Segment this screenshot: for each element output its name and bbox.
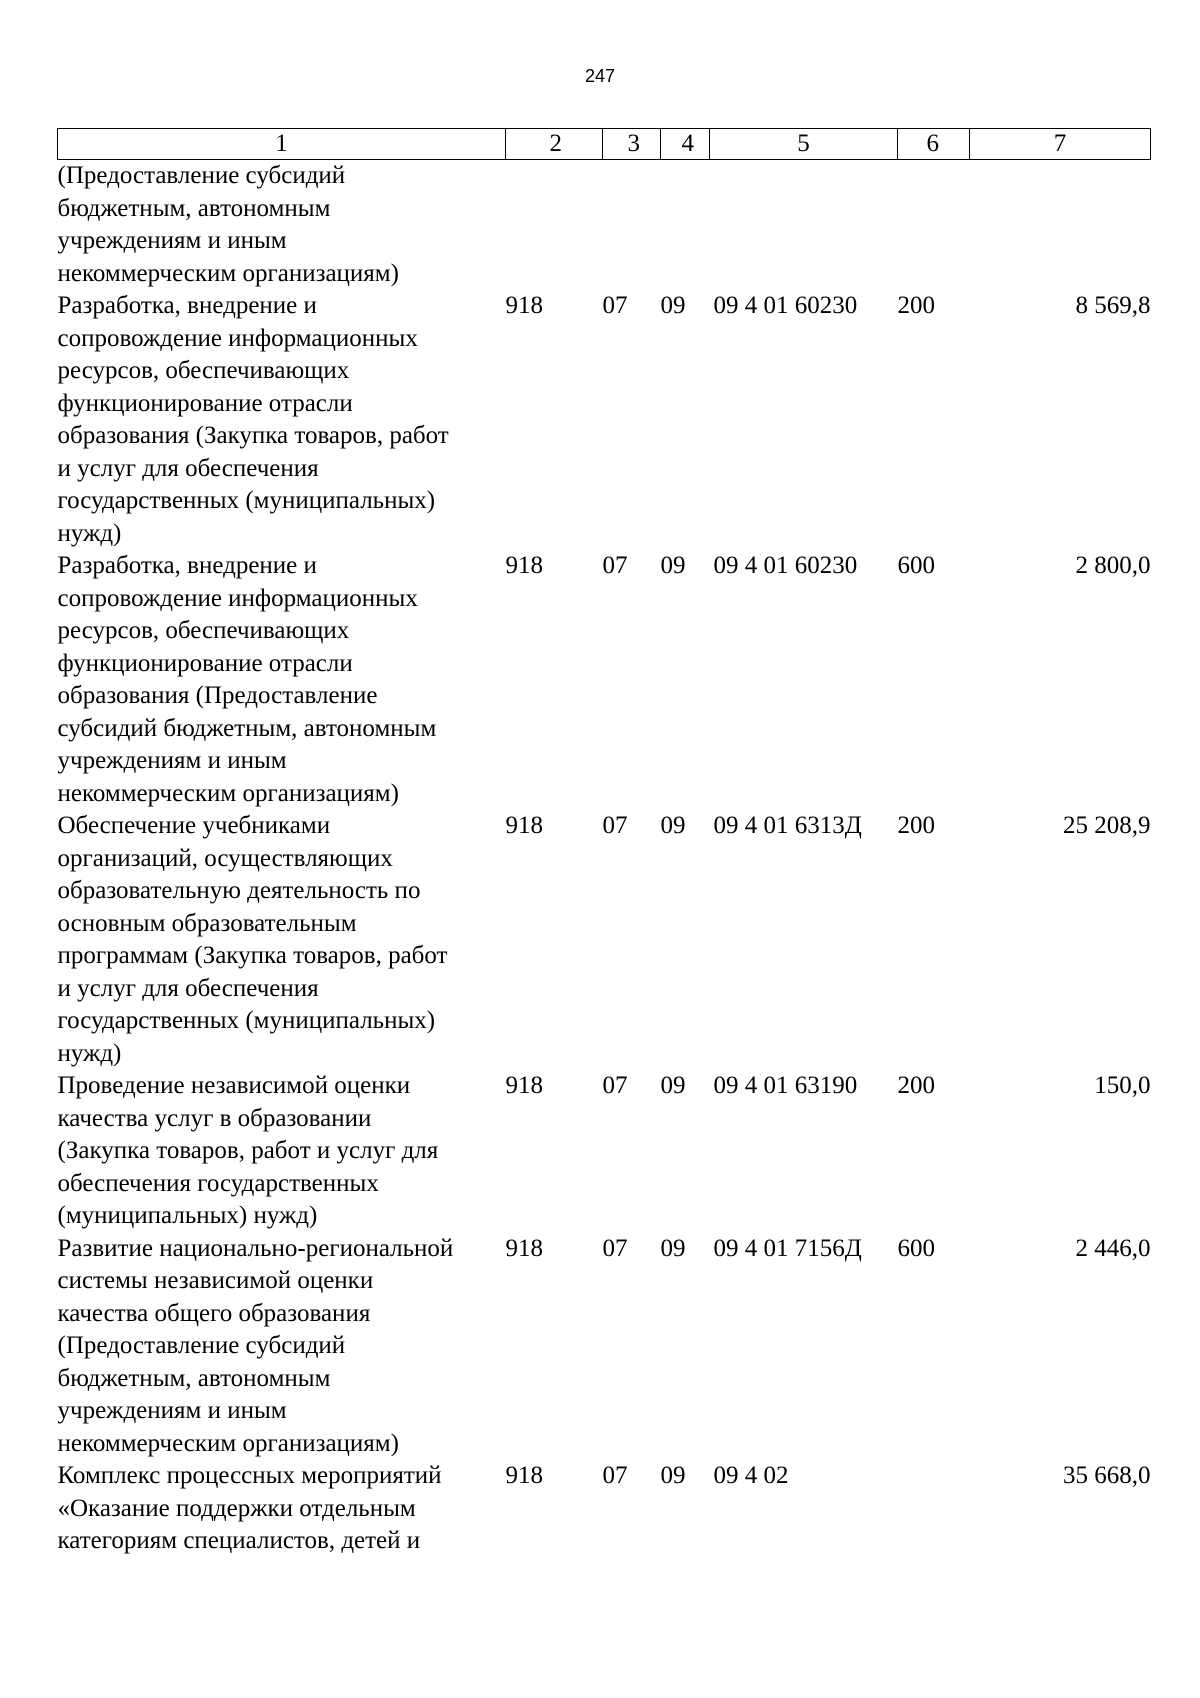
item-name-cell <box>58 550 506 810</box>
item-name-line: (муниципальных) нужд) <box>57 1202 318 1229</box>
column-header-6: 6 <box>898 129 970 160</box>
column-header-2: 2 <box>506 129 603 160</box>
item-name-line: (Предоставление субсидий <box>57 162 346 189</box>
amount-cell: 25 208,9 <box>1063 812 1151 839</box>
item-name-cell <box>58 1070 506 1233</box>
item-name-line: нужд) <box>57 1039 122 1067</box>
grbs-cell: 918 <box>505 1462 543 1489</box>
item-name-line: обеспечения государственных <box>57 1169 379 1197</box>
expense-type-cell: 200 <box>897 292 935 319</box>
target-article-cell: 09 4 01 60230 <box>713 552 858 579</box>
item-name-line: функционирование отрасли <box>57 389 353 417</box>
column-header-5: 5 <box>710 129 898 160</box>
target-article-cell <box>710 160 898 291</box>
item-name-line: некоммерческим организациям) <box>57 1429 399 1457</box>
subsection-cell: 09 <box>660 552 686 579</box>
item-name-line: государственных (муниципальных) <box>57 1007 436 1034</box>
item-name-line: и услуг для обеспечения <box>57 974 319 1002</box>
table-row <box>58 1233 1151 1461</box>
budget-table <box>57 128 1151 1558</box>
expense-type-cell: 200 <box>897 812 935 839</box>
item-name-line: (Предоставление субсидий <box>57 1332 346 1359</box>
section-cell: 07 <box>602 812 628 839</box>
column-header-4: 4 <box>661 129 710 160</box>
item-name-line: сопровождение информационных <box>57 584 418 612</box>
item-name-line: учреждениям и иным <box>57 227 287 254</box>
item-name-cell <box>58 160 506 291</box>
item-name-line: сопровождение информационных <box>57 324 418 352</box>
subsection-cell: 09 <box>660 1462 686 1489</box>
page-number: 247 <box>584 66 616 86</box>
amount-cell: 8 569,8 <box>1075 292 1151 319</box>
column-header-3: 3 <box>603 129 661 160</box>
item-name-line: учреждениям и иным <box>57 1397 287 1424</box>
item-name-line: основным образовательным <box>57 909 357 937</box>
item-name-line: учреждениям и иным <box>57 747 287 774</box>
column-header-7: 7 <box>970 129 1151 160</box>
item-name-line: образовательную деятельность по <box>57 877 421 904</box>
item-name-line: некоммерческим организациям) <box>57 779 399 807</box>
grbs-cell: 918 <box>505 1234 543 1262</box>
amount-cell: 35 668,0 <box>1063 1462 1151 1489</box>
item-name-line: функционирование отрасли <box>57 649 353 677</box>
item-name-line: качества услуг в образовании <box>57 1104 372 1132</box>
item-name-line: Разработка, внедрение и <box>57 292 317 319</box>
grbs-cell <box>506 160 603 291</box>
amount-cell: 2 800,0 <box>1075 552 1151 579</box>
item-name-line: образования (Закупка товаров, работ <box>57 422 449 449</box>
target-article-cell: 09 4 02 <box>713 1462 789 1489</box>
item-name-line: субсидий бюджетным, автономным <box>57 714 437 742</box>
expense-type-cell <box>898 1460 970 1558</box>
item-name-line: Разработка, внедрение и <box>57 552 317 579</box>
section-cell: 07 <box>602 1072 628 1099</box>
grbs-cell: 918 <box>505 812 543 839</box>
expense-type-cell: 600 <box>897 552 935 579</box>
item-name-line: Проведение независимой оценки <box>57 1072 411 1099</box>
target-article-cell: 09 4 01 7156Д <box>713 1234 862 1262</box>
item-name-line: качества общего образования <box>57 1299 371 1327</box>
item-name-line: государственных (муниципальных) <box>57 487 436 514</box>
item-name-line: бюджетным, автономным <box>57 1364 331 1392</box>
table-row <box>58 290 1151 550</box>
item-name-line: некоммерческим организациям) <box>57 259 399 287</box>
item-name-cell <box>58 1460 506 1558</box>
table-row <box>58 160 1151 291</box>
table-row <box>58 1460 1151 1558</box>
table-row <box>58 550 1151 810</box>
item-name-line: образования (Предоставление <box>57 682 378 709</box>
section-cell: 07 <box>602 552 628 579</box>
item-name-cell <box>58 810 506 1070</box>
section-cell: 07 <box>602 292 628 319</box>
subsection-cell: 09 <box>660 1234 686 1262</box>
section-cell <box>603 160 661 291</box>
item-name-cell <box>58 1233 506 1461</box>
column-header-1: 1 <box>58 129 506 160</box>
item-name-line: «Оказание поддержки отдельным <box>57 1494 416 1522</box>
table-row <box>58 1070 1151 1233</box>
item-name-cell <box>58 290 506 550</box>
item-name-line: бюджетным, автономным <box>57 194 331 222</box>
amount-cell <box>970 160 1151 291</box>
item-name-line: и услуг для обеспечения <box>57 454 319 482</box>
item-name-line: Комплекс процессных мероприятий <box>57 1462 442 1489</box>
section-cell: 07 <box>602 1234 628 1262</box>
subsection-cell: 09 <box>660 292 686 319</box>
expense-type-cell: 600 <box>897 1234 935 1262</box>
section-cell: 07 <box>602 1462 628 1489</box>
target-article-cell: 09 4 01 63190 <box>713 1072 858 1099</box>
item-name-line: программам (Закупка товаров, работ <box>57 942 448 969</box>
grbs-cell: 918 <box>505 552 543 579</box>
subsection-cell: 09 <box>660 812 686 839</box>
subsection-cell: 09 <box>660 1072 686 1099</box>
item-name-line: Обеспечение учебниками <box>57 812 331 839</box>
item-name-line: (Закупка товаров, работ и услуг для <box>57 1137 439 1164</box>
item-name-line: категориям специалистов, детей и <box>57 1527 421 1554</box>
target-article-cell: 09 4 01 6313Д <box>713 812 862 839</box>
subsection-cell <box>661 160 710 291</box>
table-body <box>58 160 1151 1558</box>
amount-cell: 2 446,0 <box>1075 1234 1151 1262</box>
item-name-line: системы независимой оценки <box>57 1267 374 1294</box>
item-name-line: ресурсов, обеспечивающих <box>57 357 350 384</box>
header-row <box>58 129 1151 160</box>
target-article-cell: 09 4 01 60230 <box>713 292 858 319</box>
expense-type-cell <box>898 160 970 291</box>
item-name-line: организаций, осуществляющих <box>57 844 393 872</box>
item-name-line: Развитие национально-региональной <box>57 1234 454 1262</box>
amount-cell: 150,0 <box>1094 1072 1151 1099</box>
expense-type-cell: 200 <box>897 1072 935 1099</box>
item-name-line: ресурсов, обеспечивающих <box>57 617 350 644</box>
item-name-line: нужд) <box>57 519 122 547</box>
table-row <box>58 810 1151 1070</box>
grbs-cell: 918 <box>505 292 543 319</box>
grbs-cell: 918 <box>505 1072 543 1099</box>
